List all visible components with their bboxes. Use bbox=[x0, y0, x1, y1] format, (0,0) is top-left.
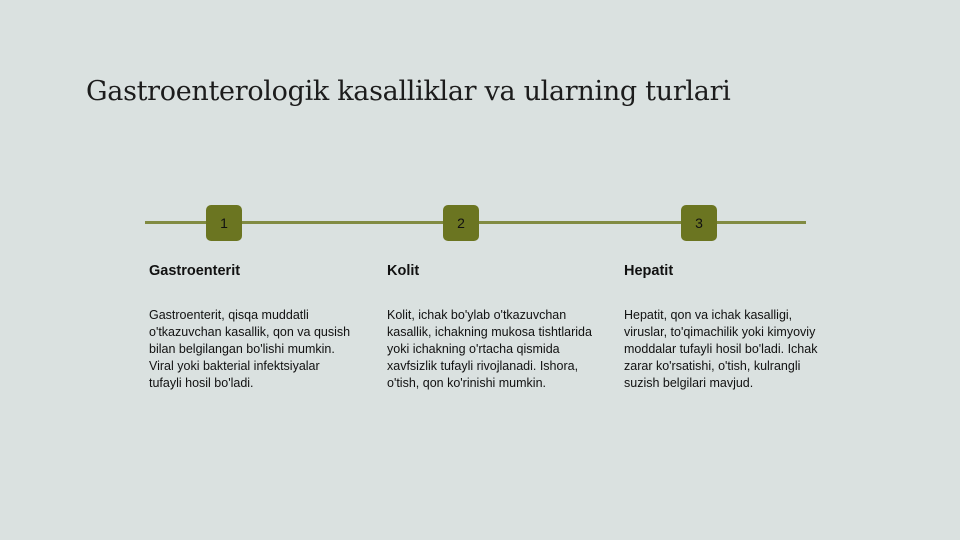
step-3-badge: 3 bbox=[681, 205, 717, 241]
step-1-heading: Gastroenterit bbox=[149, 263, 241, 279]
step-2-heading: Kolit bbox=[387, 263, 420, 279]
step-2-badge: 2 bbox=[443, 205, 479, 241]
slide-title: Gastroenterologik kasalliklar va ularning turlari bbox=[86, 76, 731, 107]
step-2-description: Kolit, ichak bo'ylab o'tkazuvchan kasallik, ichakning mukosa tishtlarida yoki ichakning o'rtacha qismida xavfsizlik tufayli rivojlanadi. Ishora, o'tish, qon ko'rinishi mumkin. bbox=[387, 308, 592, 390]
step-3-heading: Hepatit bbox=[624, 263, 674, 279]
step-1-badge: 1 bbox=[206, 205, 242, 241]
step-3-description: Hepatit, qon va ichak kasalligi, viruslar, to'qimachilik yoki kimyoviy moddalar tufayli hosil bo'ladi. Ichak zarar ko'rsatishi, o'tish, kulrangli suzish belgilari mavjud. bbox=[624, 308, 818, 390]
step-1-description: Gastroenterit, qisqa muddatli o'tkazuvchan kasallik, qon va qusish bilan belgilangan bo'lishi mumkin. Viral yoki bakterial infektsiyalar tufayli hosil bo'ladi. bbox=[149, 308, 351, 390]
